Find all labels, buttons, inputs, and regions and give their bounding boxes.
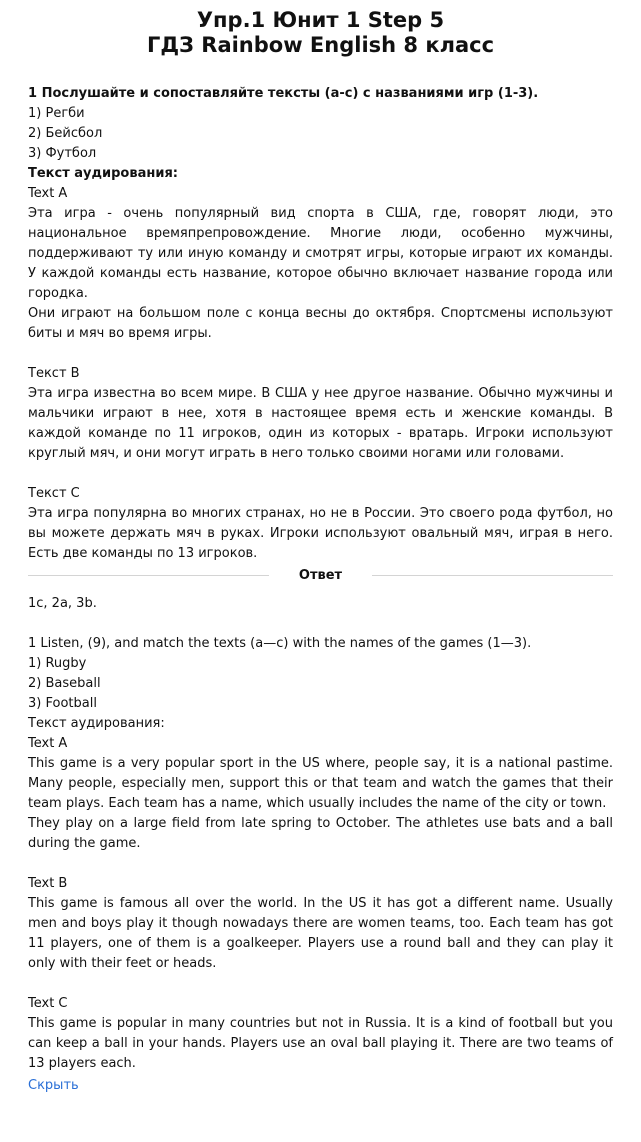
text-a-label-en: Text A xyxy=(28,736,68,751)
english-section xyxy=(28,634,613,1074)
answer-divider xyxy=(28,565,613,585)
listening-heading: Текст аудирования: xyxy=(28,166,179,181)
page-title-line-1: Упр.1 Юнит 1 Step 5 xyxy=(196,8,445,32)
listening-heading-en: Текст аудирования: xyxy=(28,716,165,731)
text-c-label-en: Text C xyxy=(28,996,68,1011)
game-item-rugby: 1) Регби xyxy=(28,106,85,121)
text-a-label: Text A xyxy=(28,186,68,201)
game-item-football-en: 3) Football xyxy=(28,696,97,711)
text-a-paragraph-1: Эта игра - очень популярный вид спорта в США, где, говорят люди, это национальное времяпрепровождение. Многие люди, особенно мужчины, поддерживают ту или иную команду и смотрят игры, которые играют их команды. У каждой команды есть название, которое обычно включает название города или городка. xyxy=(28,206,613,301)
answer-heading: Ответ xyxy=(298,567,343,583)
hide-link[interactable]: Скрыть xyxy=(28,1078,79,1093)
text-c-paragraph-1: Эта игра популярна во многих странах, но не в России. Это своего рода футбол, но вы можете держать мяч в руках. Игроки используют овальный мяч, играя в него. Есть две команды по 13 игроков. xyxy=(28,506,613,561)
text-b-paragraph-1-en: This game is famous all over the world. In the US it has got a different name. Usually men and boys play it though nowadays there are women teams, too. Each team has got 11 players, one of them is a goalkeeper. Players use a round ball and they can play it only with their feet or heads. xyxy=(28,896,613,971)
divider-rule-right xyxy=(372,575,613,576)
game-item-baseball-en: 2) Baseball xyxy=(28,676,101,691)
spacer xyxy=(28,854,613,874)
text-a-paragraph-2: Они играют на большом поле с конца весны до октября. Спортсмены используют биты и мяч во время игры. xyxy=(28,306,613,341)
text-c-paragraph-1-en: This game is popular in many countries but not in Russia. It is a kind of football but you can keep a ball in your hands. Players use an oval ball playing it. There are two teams of 13 players each. xyxy=(28,1016,613,1071)
divider-rule-left xyxy=(28,575,269,576)
task-heading-en: 1 Listen, (9), and match the texts (a—c) with the names of the games (1—3). xyxy=(28,636,532,651)
answer-value: 1c, 2a, 3b. xyxy=(28,596,97,611)
text-a-paragraph-2-en: They play on a large field from late spring to October. The athletes use bats and a ball during the game. xyxy=(28,816,613,851)
text-b-paragraph-1: Эта игра известна во всем мире. В США у нее другое название. Обычно мужчины и мальчики играют в нее, хотя в настоящее время есть и женские команды. В каждой команде по 11 игроков, один из которых - вратарь. Игроки используют круглый мяч, и они могут играть в него только своими ногами или головами. xyxy=(28,386,613,461)
text-b-label: Текст B xyxy=(28,366,80,381)
text-b-label-en: Text B xyxy=(28,876,68,891)
game-item-football: 3) Футбол xyxy=(28,146,97,161)
spacer xyxy=(28,344,613,364)
spacer xyxy=(28,974,613,994)
game-item-rugby-en: 1) Rugby xyxy=(28,656,87,671)
text-a-paragraph-1-en: This game is a very popular sport in the US where, people say, it is a national pastime. Many people, especially men, support this or that team and watch the games that their team plays. Each team has a name, which usually includes the name of the city or town. xyxy=(28,756,613,811)
page-title-line-2: ГДЗ Rainbow English 8 класс xyxy=(146,33,495,57)
text-c-label: Текст C xyxy=(28,486,80,501)
task-heading: 1 Послушайте и сопоставляйте тексты (а-с) с названиями игр (1-3). xyxy=(28,86,539,101)
spacer xyxy=(28,464,613,484)
page-title xyxy=(28,8,613,58)
game-item-baseball: 2) Бейсбол xyxy=(28,126,103,141)
russian-section xyxy=(28,84,613,564)
